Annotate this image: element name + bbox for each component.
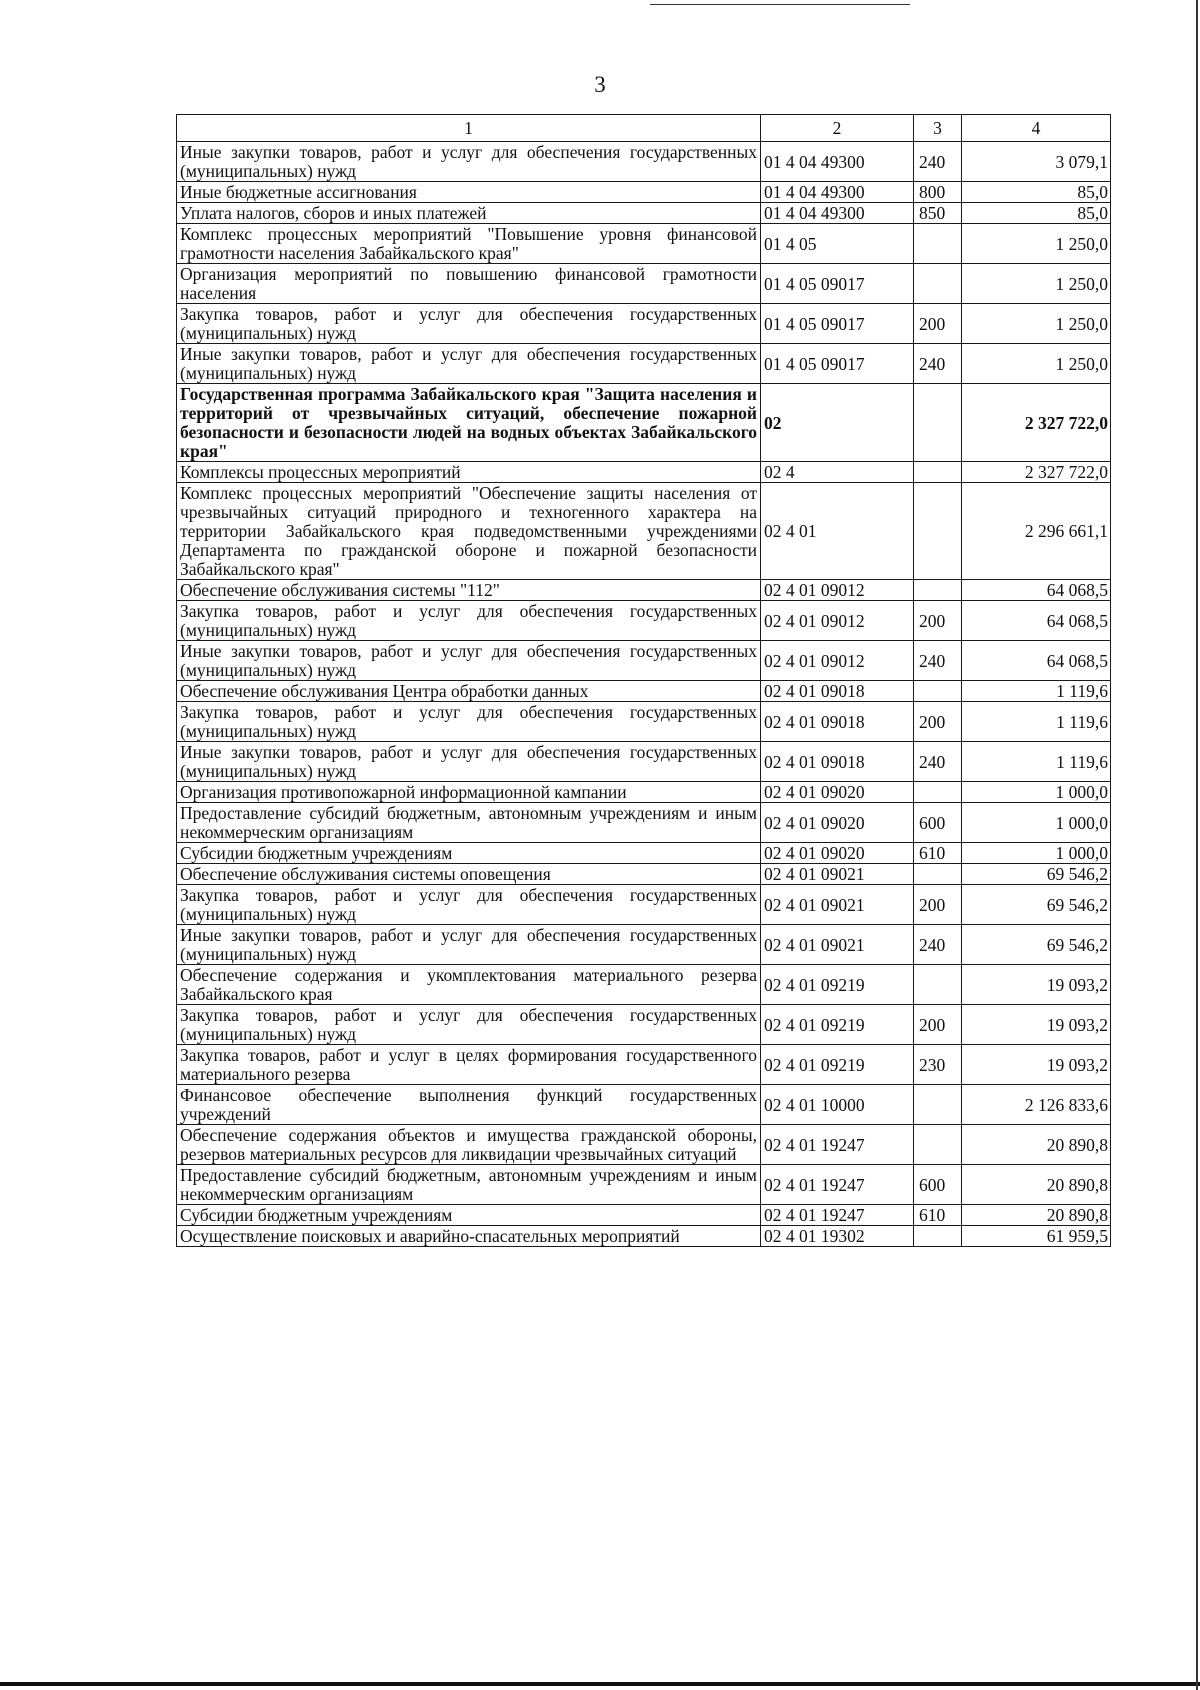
row-sum-cell: 1 119,6 bbox=[962, 681, 1111, 702]
row-sum-cell: 3 079,1 bbox=[962, 142, 1111, 182]
row-code-cell: 02 4 01 09018 bbox=[761, 742, 914, 782]
table-row bbox=[177, 483, 1111, 580]
row-sum-cell: 69 546,2 bbox=[962, 925, 1111, 965]
row-sum-cell: 85,0 bbox=[962, 203, 1111, 224]
row-sum-cell: 85,0 bbox=[962, 182, 1111, 203]
row-sum-cell: 20 890,8 bbox=[962, 1205, 1111, 1226]
table-row bbox=[177, 782, 1111, 803]
row-sum-cell: 1 250,0 bbox=[962, 304, 1111, 344]
row-name-cell: Уплата налогов, сборов и иных платежей bbox=[177, 203, 761, 224]
table-row bbox=[177, 965, 1111, 1005]
table-row bbox=[177, 264, 1111, 304]
row-sum-cell: 64 068,5 bbox=[962, 641, 1111, 681]
table-row bbox=[177, 1205, 1111, 1226]
row-expense-type-cell bbox=[914, 1085, 962, 1125]
row-name-cell: Обеспечение обслуживания системы оповещения bbox=[177, 864, 761, 885]
row-code-cell: 02 4 01 19302 bbox=[761, 1226, 914, 1247]
table-row bbox=[177, 885, 1111, 925]
row-expense-type-cell bbox=[914, 681, 962, 702]
row-name-cell: Организация противопожарной информационной кампании bbox=[177, 782, 761, 803]
row-expense-type-cell: 240 bbox=[914, 925, 962, 965]
row-expense-type-cell: 610 bbox=[914, 1205, 962, 1226]
row-sum-cell: 64 068,5 bbox=[962, 580, 1111, 601]
row-expense-type-cell bbox=[914, 1226, 962, 1247]
row-expense-type-cell: 200 bbox=[914, 304, 962, 344]
row-name-cell: Иные закупки товаров, работ и услуг для обеспечения государственных (муниципальных) нужд bbox=[177, 142, 761, 182]
row-name-cell: Иные закупки товаров, работ и услуг для обеспечения государственных (муниципальных) нужд bbox=[177, 925, 761, 965]
table-row bbox=[177, 1045, 1111, 1085]
row-code-cell: 02 4 bbox=[761, 462, 914, 483]
table-header-row bbox=[177, 115, 1111, 142]
row-sum-cell: 64 068,5 bbox=[962, 601, 1111, 641]
row-code-cell: 02 4 01 09012 bbox=[761, 601, 914, 641]
row-name-cell: Иные закупки товаров, работ и услуг для обеспечения государственных (муниципальных) нужд bbox=[177, 344, 761, 384]
budget-table bbox=[176, 114, 1111, 1247]
row-code-cell: 02 4 01 09018 bbox=[761, 702, 914, 742]
row-sum-cell: 1 119,6 bbox=[962, 742, 1111, 782]
row-sum-cell: 1 250,0 bbox=[962, 224, 1111, 264]
row-code-cell: 01 4 04 49300 bbox=[761, 203, 914, 224]
row-name-cell: Закупка товаров, работ и услуг для обеспечения государственных (муниципальных) нужд bbox=[177, 304, 761, 344]
row-code-cell: 02 4 01 09219 bbox=[761, 1045, 914, 1085]
row-expense-type-cell bbox=[914, 462, 962, 483]
row-expense-type-cell: 240 bbox=[914, 142, 962, 182]
row-expense-type-cell: 200 bbox=[914, 1005, 962, 1045]
row-sum-cell: 1 119,6 bbox=[962, 702, 1111, 742]
row-expense-type-cell: 240 bbox=[914, 641, 962, 681]
table-row bbox=[177, 681, 1111, 702]
row-code-cell: 02 4 01 09021 bbox=[761, 864, 914, 885]
row-expense-type-cell: 600 bbox=[914, 803, 962, 843]
row-code-cell: 02 4 01 bbox=[761, 483, 914, 580]
row-sum-cell: 2 327 722,0 bbox=[962, 462, 1111, 483]
row-name-cell: Организация мероприятий по повышению финансовой грамотности населения bbox=[177, 264, 761, 304]
row-sum-cell: 1 000,0 bbox=[962, 803, 1111, 843]
row-expense-type-cell: 850 bbox=[914, 203, 962, 224]
row-code-cell: 01 4 05 bbox=[761, 224, 914, 264]
row-name-cell: Комплекс процессных мероприятий "Повышение уровня финансовой грамотности населения Забайкальского края" bbox=[177, 224, 761, 264]
row-name-cell: Комплекс процессных мероприятий "Обеспечение защиты населения от чрезвычайных ситуаций природного и техногенного характера на территории Забайкальского края подведомственными учреждениями Департамента по гражданской обороне и пожарной безопасности Забайкальского края" bbox=[177, 483, 761, 580]
row-expense-type-cell: 240 bbox=[914, 742, 962, 782]
row-name-cell: Предоставление субсидий бюджетным, автономным учреждениям и иным некоммерческим организациям bbox=[177, 1165, 761, 1205]
row-sum-cell: 19 093,2 bbox=[962, 1005, 1111, 1045]
row-code-cell: 02 4 01 09219 bbox=[761, 965, 914, 1005]
table-row bbox=[177, 1005, 1111, 1045]
row-sum-cell: 69 546,2 bbox=[962, 864, 1111, 885]
row-sum-cell: 1 250,0 bbox=[962, 264, 1111, 304]
row-code-cell: 02 4 01 09219 bbox=[761, 1005, 914, 1045]
row-sum-cell: 2 126 833,6 bbox=[962, 1085, 1111, 1125]
row-expense-type-cell bbox=[914, 483, 962, 580]
header-col-4: 4 bbox=[962, 115, 1111, 142]
row-sum-cell: 19 093,2 bbox=[962, 1045, 1111, 1085]
row-expense-type-cell: 600 bbox=[914, 1165, 962, 1205]
row-expense-type-cell: 610 bbox=[914, 843, 962, 864]
row-expense-type-cell bbox=[914, 864, 962, 885]
row-expense-type-cell bbox=[914, 580, 962, 601]
row-code-cell: 02 4 01 09018 bbox=[761, 681, 914, 702]
table-row bbox=[177, 142, 1111, 182]
page-number: 3 bbox=[594, 72, 606, 97]
row-name-cell: Закупка товаров, работ и услуг для обеспечения государственных (муниципальных) нужд bbox=[177, 1005, 761, 1045]
row-code-cell: 02 4 01 10000 bbox=[761, 1085, 914, 1125]
table-row bbox=[177, 203, 1111, 224]
table-row bbox=[177, 182, 1111, 203]
row-code-cell: 02 4 01 09020 bbox=[761, 803, 914, 843]
scan-right-edge bbox=[1196, 0, 1198, 1690]
table-row bbox=[177, 384, 1111, 462]
table-row bbox=[177, 1165, 1111, 1205]
table-row bbox=[177, 344, 1111, 384]
row-name-cell: Субсидии бюджетным учреждениям bbox=[177, 1205, 761, 1226]
row-code-cell: 01 4 05 09017 bbox=[761, 264, 914, 304]
row-code-cell: 02 bbox=[761, 384, 914, 462]
row-sum-cell: 69 546,2 bbox=[962, 885, 1111, 925]
row-name-cell: Предоставление субсидий бюджетным, автономным учреждениям и иным некоммерческим организациям bbox=[177, 803, 761, 843]
row-code-cell: 02 4 01 09020 bbox=[761, 843, 914, 864]
table-row bbox=[177, 462, 1111, 483]
row-name-cell: Обеспечение обслуживания Центра обработки данных bbox=[177, 681, 761, 702]
row-code-cell: 01 4 05 09017 bbox=[761, 304, 914, 344]
row-sum-cell: 19 093,2 bbox=[962, 965, 1111, 1005]
row-expense-type-cell: 230 bbox=[914, 1045, 962, 1085]
row-code-cell: 02 4 01 09020 bbox=[761, 782, 914, 803]
row-name-cell: Иные закупки товаров, работ и услуг для обеспечения государственных (муниципальных) нужд bbox=[177, 641, 761, 681]
table-row bbox=[177, 742, 1111, 782]
row-name-cell: Иные закупки товаров, работ и услуг для обеспечения государственных (муниципальных) нужд bbox=[177, 742, 761, 782]
row-sum-cell: 1 250,0 bbox=[962, 344, 1111, 384]
row-sum-cell: 2 327 722,0 bbox=[962, 384, 1111, 462]
table-row bbox=[177, 925, 1111, 965]
row-code-cell: 02 4 01 19247 bbox=[761, 1125, 914, 1165]
header-col-2: 2 bbox=[761, 115, 914, 142]
row-sum-cell: 1 000,0 bbox=[962, 843, 1111, 864]
table-row bbox=[177, 702, 1111, 742]
row-code-cell: 01 4 05 09017 bbox=[761, 344, 914, 384]
row-expense-type-cell bbox=[914, 965, 962, 1005]
row-name-cell: Закупка товаров, работ и услуг для обеспечения государственных (муниципальных) нужд bbox=[177, 702, 761, 742]
table-row bbox=[177, 1226, 1111, 1247]
row-name-cell: Обеспечение содержания объектов и имущества гражданской обороны, резервов материальных ресурсов для ликвидации чрезвычайных ситуаций bbox=[177, 1125, 761, 1165]
row-name-cell: Обеспечение обслуживания системы "112" bbox=[177, 580, 761, 601]
row-name-cell: Финансовое обеспечение выполнения функций государственных учреждений bbox=[177, 1085, 761, 1125]
row-expense-type-cell: 200 bbox=[914, 601, 962, 641]
row-expense-type-cell: 240 bbox=[914, 344, 962, 384]
table-row bbox=[177, 803, 1111, 843]
row-expense-type-cell bbox=[914, 224, 962, 264]
row-name-cell: Комплексы процессных мероприятий bbox=[177, 462, 761, 483]
row-expense-type-cell bbox=[914, 264, 962, 304]
table-row bbox=[177, 304, 1111, 344]
row-name-cell: Закупка товаров, работ и услуг для обеспечения государственных (муниципальных) нужд bbox=[177, 601, 761, 641]
row-expense-type-cell: 200 bbox=[914, 885, 962, 925]
row-expense-type-cell: 800 bbox=[914, 182, 962, 203]
row-code-cell: 01 4 04 49300 bbox=[761, 182, 914, 203]
row-name-cell: Субсидии бюджетным учреждениям bbox=[177, 843, 761, 864]
row-code-cell: 02 4 01 19247 bbox=[761, 1165, 914, 1205]
table-row bbox=[177, 1125, 1111, 1165]
header-col-3: 3 bbox=[914, 115, 962, 142]
row-sum-cell: 61 959,5 bbox=[962, 1226, 1111, 1247]
table-row bbox=[177, 864, 1111, 885]
row-sum-cell: 1 000,0 bbox=[962, 782, 1111, 803]
header-col-1: 1 bbox=[177, 115, 761, 142]
row-code-cell: 02 4 01 09021 bbox=[761, 885, 914, 925]
row-code-cell: 02 4 01 09012 bbox=[761, 580, 914, 601]
row-sum-cell: 20 890,8 bbox=[962, 1125, 1111, 1165]
row-name-cell: Закупка товаров, работ и услуг в целях формирования государственного материального резерва bbox=[177, 1045, 761, 1085]
table-row bbox=[177, 580, 1111, 601]
row-expense-type-cell bbox=[914, 1125, 962, 1165]
row-expense-type-cell: 200 bbox=[914, 702, 962, 742]
row-sum-cell: 20 890,8 bbox=[962, 1165, 1111, 1205]
row-name-cell: Осуществление поисковых и аварийно-спасательных мероприятий bbox=[177, 1226, 761, 1247]
row-code-cell: 01 4 04 49300 bbox=[761, 142, 914, 182]
row-name-cell: Государственная программа Забайкальского края "Защита населения и территорий от чрезвычайных ситуаций, обеспечение пожарной безопасности и безопасности людей на водных объектах Забайкальского края" bbox=[177, 384, 761, 462]
scan-bottom-edge bbox=[0, 1682, 1200, 1686]
table-row bbox=[177, 601, 1111, 641]
row-expense-type-cell bbox=[914, 384, 962, 462]
row-name-cell: Закупка товаров, работ и услуг для обеспечения государственных (муниципальных) нужд bbox=[177, 885, 761, 925]
row-expense-type-cell bbox=[914, 782, 962, 803]
row-code-cell: 02 4 01 19247 bbox=[761, 1205, 914, 1226]
row-sum-cell: 2 296 661,1 bbox=[962, 483, 1111, 580]
row-name-cell: Обеспечение содержания и укомплектования материального резерва Забайкальского края bbox=[177, 965, 761, 1005]
table-row bbox=[177, 641, 1111, 681]
row-name-cell: Иные бюджетные ассигнования bbox=[177, 182, 761, 203]
table-row bbox=[177, 1085, 1111, 1125]
row-code-cell: 02 4 01 09021 bbox=[761, 925, 914, 965]
scan-top-edge bbox=[650, 4, 910, 5]
table-body bbox=[177, 142, 1111, 1247]
table-row bbox=[177, 843, 1111, 864]
table-row bbox=[177, 224, 1111, 264]
row-code-cell: 02 4 01 09012 bbox=[761, 641, 914, 681]
